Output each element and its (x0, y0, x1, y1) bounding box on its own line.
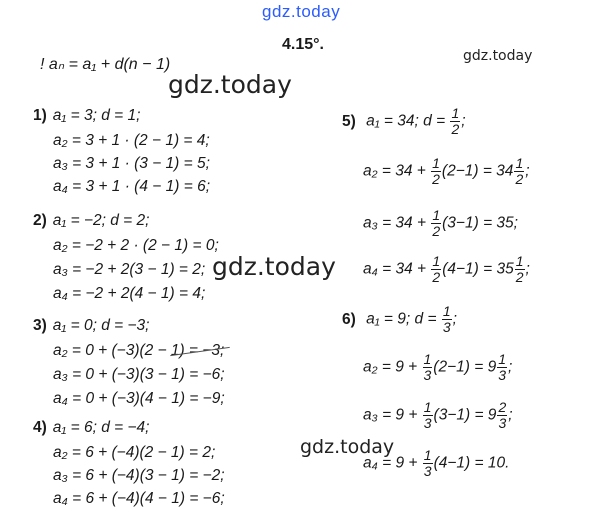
fraction-numerator: 1 (442, 303, 451, 319)
problem-2-head (33, 212, 149, 230)
fraction-numerator: 1 (423, 399, 432, 415)
fraction-denominator: 3 (498, 367, 506, 383)
fraction-denominator: 3 (423, 415, 432, 431)
watermark-middle: gdz.today (212, 252, 336, 281)
fraction-numerator: 1 (432, 207, 441, 223)
exercise-number: 4.15°. (282, 36, 324, 53)
problem-6-l4-pre: a₄ = 9 + (363, 454, 418, 472)
problem-5-label: 5) (342, 112, 356, 130)
fraction-numerator: 2 (498, 399, 507, 415)
problem-5-l4-mid: (4−1) = 35 (442, 260, 514, 278)
fraction-denominator: 2 (432, 269, 441, 285)
fraction (423, 448, 433, 479)
problem-3-head (33, 317, 149, 335)
problem-5-head-text: a₁ = 34; d = (366, 112, 446, 130)
problem-3-label: 3) (33, 317, 47, 334)
fraction-numerator: 1 (451, 105, 460, 121)
problem-6-head-text: a₁ = 9; d = (366, 310, 437, 328)
problem-6-line-4 (363, 448, 509, 479)
fraction-numerator: 1 (515, 253, 524, 269)
problem-5-l3-post: (3−1) = 35; (442, 214, 518, 232)
problem-6-head: 6) a₁ = 9; d = $\frac{1}{3}$ ; (342, 303, 457, 335)
problem-5-line-4: a₄ = 34 + $\frac{1}{2}$ (4−1) = 35 $\frac{1}{2}$ ; (363, 253, 530, 285)
problem-4-label: 4) (33, 419, 47, 436)
fraction-numerator: 1 (423, 351, 432, 367)
fraction-denominator: 2 (515, 269, 524, 285)
problem-5-l2-pre: a₂ = 34 + (363, 162, 426, 180)
general-formula: ! aₙ = a₁ + d(n − 1) (40, 56, 171, 73)
fraction (431, 208, 441, 239)
problem-5-l4-pre: a₄ = 34 + (363, 260, 427, 278)
fraction-denominator: 3 (423, 367, 432, 383)
fraction-denominator: 3 (442, 319, 451, 335)
problem-2-line-4: a₄ = −2 + 2(4 − 1) = 4; (53, 285, 206, 302)
problem-2-line-2: a₂ = −2 + 2 · (2 − 1) = 0; (53, 237, 219, 254)
problem-6-l4-post: (4−1) = 10. (433, 454, 510, 472)
fraction-denominator: 2 (432, 171, 440, 187)
fraction (431, 156, 441, 187)
problem-5-line-2: a₂ = 34 + $\frac{1}{2}$ (2−1) = 34 $\frac{1}{2}$ ; (363, 155, 530, 187)
problem-6-label: 6) (342, 310, 356, 328)
fraction (515, 254, 525, 285)
problem-5-l3-pre: a₃ = 34 + (363, 214, 427, 232)
problem-4-line-4: a₄ = 6 + (−4)(4 − 1) = −6; (53, 490, 225, 507)
problem-4-line-2: a₂ = 6 + (−4)(2 − 1) = 2; (53, 444, 216, 461)
problem-3-line-4: a₄ = 0 + (−3)(4 − 1) = −9; (53, 390, 225, 407)
problem-1-label: 1) (33, 107, 47, 124)
problem-6-line-2: a₂ = 9 + $\frac{1}{3}$ (2−1) = 9 $\frac{1}{3}$ ; (363, 351, 513, 383)
watermark-center: gdz.today (168, 70, 292, 99)
problem-4-line-3: a₃ = 6 + (−4)(3 − 1) = −2; (53, 467, 225, 484)
problem-5-l2-mid: (2−1) = 34 (441, 162, 514, 180)
problem-6-l3-mid: (3−1) = 9 (433, 406, 497, 424)
problem-1-head (33, 107, 140, 125)
fraction-numerator: 1 (432, 155, 440, 171)
problem-6-line-3: a₃ = 9 + $\frac{1}{3}$ (3−1) = 9 $\frac{2}{3}$ ; (363, 399, 513, 431)
problem-1-line-1: a₁ = 3; d = 1; (52, 107, 141, 124)
fraction (514, 156, 524, 187)
problem-4-head (33, 419, 149, 437)
watermark-bottom: gdz.today (300, 436, 395, 458)
fraction-denominator: 3 (423, 463, 432, 479)
fraction-denominator: 2 (451, 121, 460, 137)
problem-5-d-fraction (450, 106, 460, 137)
problem-5-line-3 (363, 208, 518, 239)
fraction-numerator: 1 (423, 447, 432, 463)
problem-2-line-3: a₃ = −2 + 2(3 − 1) = 2; (53, 261, 206, 278)
problem-6-l2-mid: (2−1) = 9 (433, 358, 497, 376)
problem-6-l2-pre: a₂ = 9 + (363, 358, 418, 376)
problem-1-line-3: a₃ = 3 + 1 · (3 − 1) = 5; (53, 155, 210, 172)
problem-2-line-1: a₁ = −2; d = 2; (52, 212, 150, 229)
watermark-top: gdz.today (262, 2, 341, 21)
fraction (423, 352, 433, 383)
fraction-numerator: 1 (432, 253, 441, 269)
fraction (423, 400, 433, 431)
problem-6-l3-pre: a₃ = 9 + (363, 406, 418, 424)
fraction-denominator: 2 (515, 171, 524, 187)
problem-3-line-2: a₂ = 0 + (−3)(2 − 1) = −3; (53, 342, 225, 359)
fraction-denominator: 3 (498, 415, 507, 431)
fraction (497, 400, 507, 431)
fraction (497, 352, 507, 383)
watermark-right: gdz.today (463, 48, 533, 64)
fraction-numerator: 1 (515, 155, 524, 171)
problem-5-head: 5) a₁ = 34; d = $\frac{1}{2}$ ; (342, 105, 466, 137)
problem-3-line-1: a₁ = 0; d = −3; (52, 317, 150, 334)
problem-4-line-1: a₁ = 6; d = −4; (52, 419, 150, 436)
problem-1-line-2: a₂ = 3 + 1 · (2 − 1) = 4; (53, 132, 210, 149)
fraction-denominator: 2 (432, 223, 441, 239)
problem-3-line-3: a₃ = 0 + (−3)(3 − 1) = −6; (53, 366, 225, 383)
fraction-numerator: 1 (498, 351, 506, 367)
problem-2-label: 2) (33, 212, 47, 229)
fraction (431, 254, 441, 285)
problem-1-line-4: a₄ = 3 + 1 · (4 − 1) = 6; (53, 178, 210, 195)
problem-6-d-fraction (442, 304, 452, 335)
